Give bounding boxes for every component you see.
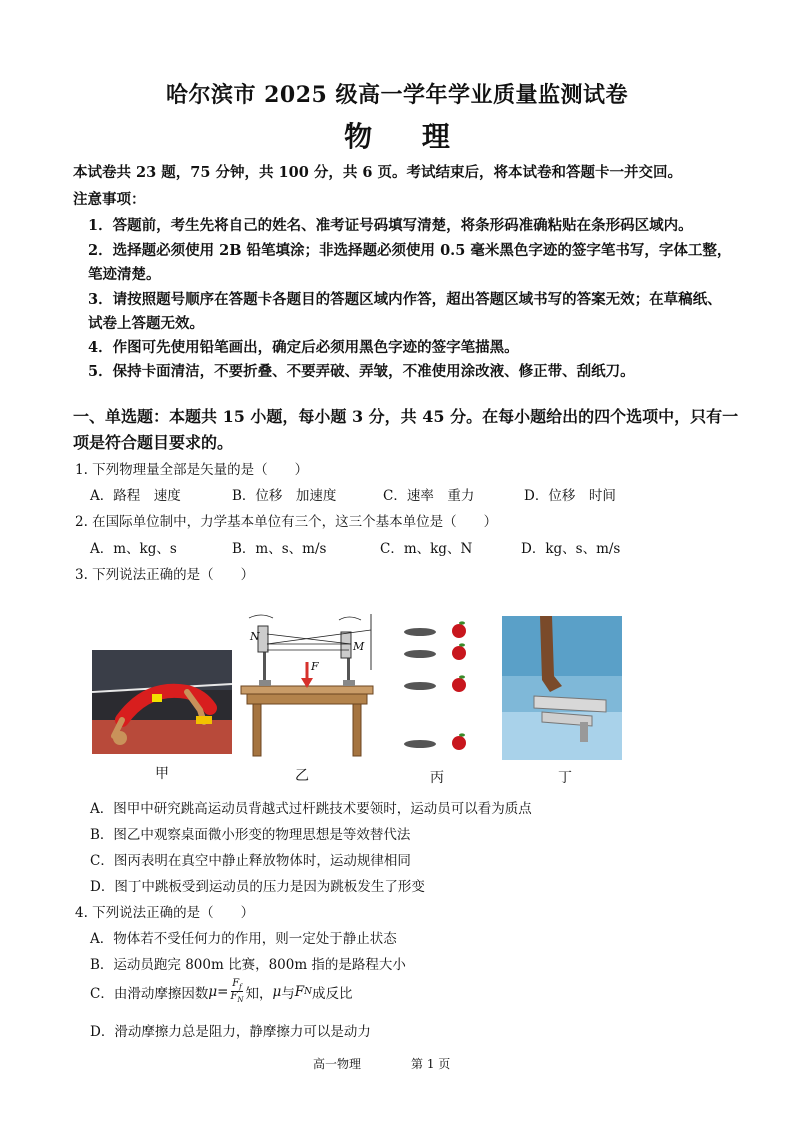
q4-option-c [90, 979, 353, 1005]
figure-yi-table-mirrors [237, 610, 377, 760]
note-2-cont: 笔迹清楚。 [88, 266, 161, 283]
q1-option-a: A．路程 速度 [90, 488, 181, 504]
note-4: 4．作图可先使用铅笔画出，确定后必须用黑色字迹的签字笔描黑。 [88, 339, 519, 356]
subject-title: 物 理 [344, 120, 470, 153]
exam-title: 哈尔滨市 2025 级高一学年学业质量监测试卷 [165, 82, 629, 108]
q4-c-eq: = [217, 983, 229, 1000]
q2-stem: 2. 在国际单位制中，力学基本单位有三个，这三个基本单位是（ ） [75, 514, 498, 530]
notes-heading: 注意事项： [73, 191, 146, 208]
q3-option-a: A．图甲中研究跳高运动员背越式过杆跳技术要领时，运动员可以看为质点 [90, 801, 532, 817]
q1-stem: 1. 下列物理量全部是矢量的是（ ） [75, 462, 309, 478]
q2-option-d: D．kg、s、m/s [521, 541, 621, 557]
q4-c-fraction [229, 979, 244, 1005]
q3-option-b: B．图乙中观察桌面微小形变的物理思想是等效替代法 [90, 827, 411, 843]
force-f-label: F [311, 660, 319, 673]
figure-label-jia: 甲 [155, 766, 169, 782]
q4-c-den-sub: N [237, 996, 244, 1005]
figure-bing-free-fall [402, 616, 474, 758]
q2-option-a: A．m、kg、s [90, 541, 177, 557]
note-3: 3．请按照题号顺序在答题卡各题目的答题区域内作答，超出答题区域书写的答案无效；在草稿纸、 [88, 291, 722, 308]
q2-option-b: B．m、s、m/s [232, 541, 327, 557]
q4-c-mu2: μ [272, 983, 282, 1000]
note-1: 1．答题前，考生先将自己的姓名、准考证号码填写清楚，将条形码准确粘贴在条形码区域内。 [88, 217, 693, 234]
figure-label-yi: 乙 [295, 768, 309, 784]
q1-option-c: C．速率 重力 [383, 488, 475, 504]
q4-c-end: 成反比 [312, 985, 353, 1002]
figure-jia-high-jump [92, 650, 232, 754]
mirror-n-label: N [250, 630, 260, 643]
q4-c-num: F [232, 978, 240, 989]
note-5: 5．保持卡面清洁，不要折叠、不要弄破、弄皱，不准使用涂改液、修正带、刮纸刀。 [88, 363, 635, 380]
q4-c-with: 与 [281, 985, 295, 1002]
q4-stem: 4. 下列说法正确的是（ ） [75, 905, 255, 921]
q4-c-mid: 知， [245, 985, 273, 1002]
q4-option-a: A．物体若不受任何力的作用，则一定处于静止状态 [90, 931, 397, 947]
q4-option-d: D．滑动摩擦力总是阻力，静摩擦力可以是动力 [90, 1024, 371, 1040]
q4-c-prefix: C．由滑动摩擦因数 [90, 985, 209, 1002]
q4-option-b: B．运动员跑完 800m 比赛，800m 指的是路程大小 [90, 957, 406, 973]
q3-stem: 3. 下列说法正确的是（ ） [75, 567, 255, 583]
note-2: 2．选择题必须使用 2B 铅笔填涂；非选择题必须使用 0.5 毫米黑色字迹的签字笔书写，字体工整， [88, 242, 732, 259]
figure-label-ding: 丁 [558, 770, 572, 786]
q4-c-num-sub: f [239, 983, 242, 991]
q1-option-d: D．位移 时间 [524, 488, 616, 504]
figure-label-bing: 丙 [430, 770, 444, 786]
note-3-cont: 试卷上答题无效。 [88, 315, 204, 332]
section-heading-line1: 一、单选题：本题共 15 小题，每小题 3 分，共 45 分。在每小题给出的四个选项中，只有一 [73, 407, 739, 426]
figure-ding-diving-board [502, 616, 622, 760]
footer-page: 第 1 页 [411, 1057, 451, 1071]
q4-c-fn-sub: N [304, 986, 313, 997]
footer-subject: 高一物理 [313, 1057, 362, 1071]
q2-option-c: C．m、kg、N [380, 541, 473, 557]
section-heading-line2: 项是符合题目要求的。 [73, 433, 234, 452]
mirror-m-label: M [353, 640, 365, 653]
q4-c-mu: μ [208, 983, 218, 1000]
q1-option-b: B．位移 加速度 [232, 488, 337, 504]
q3-option-d: D．图丁中跳板受到运动员的压力是因为跳板发生了形变 [90, 879, 425, 895]
q3-option-c: C．图丙表明在真空中静止释放物体时，运动规律相同 [90, 853, 411, 869]
exam-summary: 本试卷共 23 题，75 分钟，共 100 分，共 6 页。考试结束后，将本试卷和答题卡一并交回。 [73, 164, 683, 181]
q4-c-fn: F [294, 983, 305, 1000]
q4-c-den: F [230, 991, 238, 1003]
